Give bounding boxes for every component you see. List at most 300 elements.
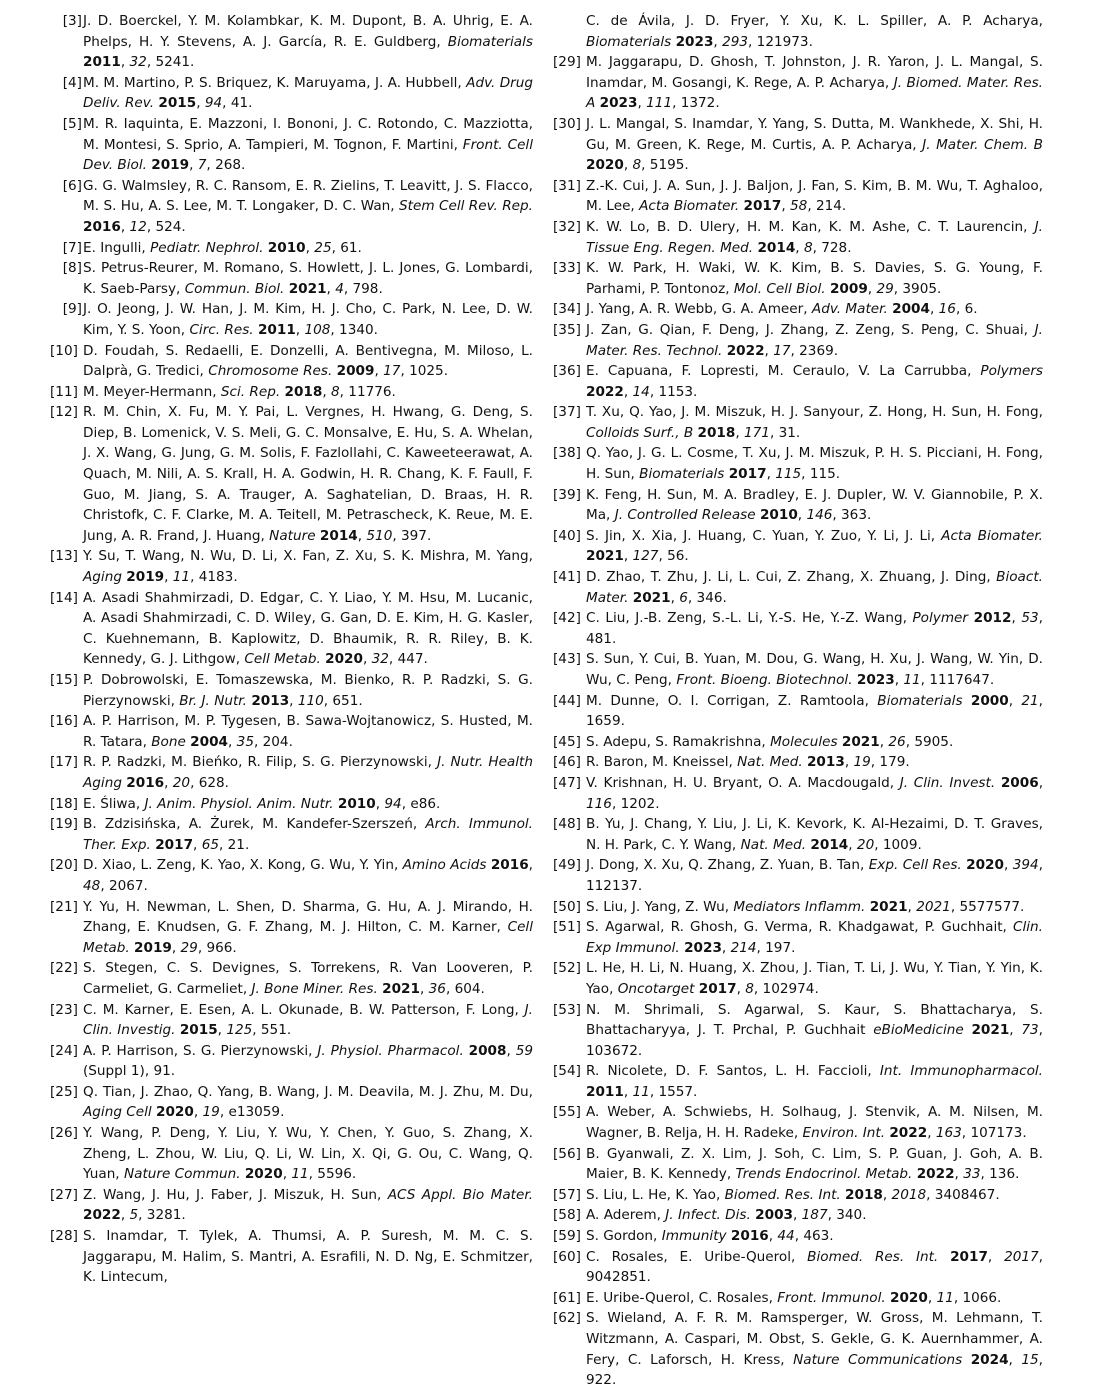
reference-number: [9]	[62, 301, 82, 318]
reference-entry	[58, 238, 533, 259]
reference-rest: , 1557.	[649, 1083, 698, 1100]
reference-volume: 2018	[891, 1186, 927, 1203]
reference-rest: , 463.	[794, 1228, 834, 1245]
reference-year: 2021	[841, 733, 880, 750]
reference-year: 2020	[325, 651, 363, 668]
reference-authors: S. Gordon,	[586, 1228, 662, 1245]
reference-year: 2020	[156, 1104, 194, 1121]
reference-text	[586, 485, 1043, 526]
reference-volume: 11	[903, 672, 921, 688]
reference-entry	[553, 217, 1043, 258]
reference-rest: , 56.	[658, 548, 689, 565]
reference-year: 2022	[889, 1125, 928, 1142]
reference-entry	[553, 691, 1043, 732]
reference-volume: 29	[180, 939, 198, 956]
reference-year: 2013	[806, 754, 845, 771]
reference-authors: Q. Yao, J. G. L. Cosme, T. Xu, J. M. Miszuk, P. H. S. Picciani, H. Fong, H. Sun,	[586, 445, 1043, 483]
reference-year: 2017	[698, 980, 737, 997]
reference-number: [27]	[50, 1186, 78, 1203]
reference-rest: , 5241.	[146, 54, 195, 71]
reference-number: [62]	[553, 1310, 581, 1327]
reference-authors: Q. Tian, J. Zhao, Q. Yang, B. Wang, J. M. Deavila, M. J. Zhu, M. Du,	[83, 1083, 533, 1100]
reference-year: 2014	[810, 836, 849, 853]
reference-text	[83, 897, 533, 959]
reference-year: 2018	[697, 424, 736, 441]
reference-authors: S. Liu, J. Yang, Z. Wu,	[586, 898, 734, 915]
reference-rest: , 112137.	[586, 857, 1043, 894]
reference-volume: 7	[197, 157, 207, 174]
reference-comma: ,	[193, 1104, 203, 1121]
reference-entry	[58, 258, 533, 299]
reference-authors: Y. Su, T. Wang, N. Wu, D. Li, X. Fan, Z. Xu, S. K. Mishra, M. Yang,	[83, 548, 533, 565]
reference-comma: ,	[326, 280, 336, 297]
reference-volume: 5	[129, 1207, 139, 1224]
reference-year: 2021	[869, 898, 908, 915]
reference-entry	[553, 114, 1043, 176]
reference-number: [59]	[553, 1228, 581, 1245]
reference-text	[83, 794, 533, 815]
reference-rest: , 115.	[801, 466, 841, 483]
reference-text	[586, 1226, 1043, 1247]
reference-comma: ,	[1003, 857, 1013, 874]
reference-rest: , 2369.	[790, 342, 839, 359]
reference-volume: 8	[331, 383, 340, 400]
reference-text	[83, 11, 533, 73]
reference-volume: 29	[876, 280, 894, 297]
reference-journal: Colloids Surf., B	[586, 424, 694, 441]
reference-year: 2016	[83, 218, 121, 235]
reference-number: [48]	[553, 816, 581, 833]
reference-number: [5]	[62, 115, 82, 132]
reference-number: [25]	[50, 1083, 78, 1100]
reference-text	[586, 361, 1043, 402]
reference-number: [20]	[50, 857, 78, 874]
reference-comma: ,	[295, 321, 305, 338]
reference-text	[83, 341, 533, 382]
reference-text	[83, 1000, 533, 1041]
reference-text	[586, 320, 1043, 361]
reference-entry	[553, 1205, 1043, 1226]
reference-comma: ,	[164, 774, 173, 791]
reference-comma: ,	[954, 1166, 964, 1183]
reference-number: [7]	[62, 239, 82, 256]
reference-comma: ,	[844, 754, 854, 771]
reference-journal: Polymers	[980, 363, 1043, 380]
reference-journal: J. Anim. Physiol. Anim. Nutr.	[144, 795, 334, 812]
reference-journal: Adv. Mater.	[811, 301, 888, 318]
reference-authors: C. Rosales, E. Uribe-Querol,	[586, 1248, 808, 1265]
reference-volume: 12	[129, 218, 147, 235]
reference-authors: R. Nicolete, D. F. Santos, L. H. Faccioli,	[586, 1063, 880, 1080]
reference-journal: Br. J. Nutr.	[179, 692, 247, 709]
reference-rest: , 397.	[392, 527, 432, 544]
reference-comma: ,	[217, 1022, 227, 1039]
reference-year: 2021	[632, 589, 671, 606]
reference-authors: E. Ingulli,	[83, 239, 151, 256]
reference-rest: , 1117647.	[920, 672, 995, 688]
reference-authors: K. Feng, H. Sun, M. A. Bradley, E. J. Dupler, W. V. Giannobile, P. X. Ma,	[586, 486, 1043, 524]
reference-text	[83, 711, 533, 752]
reference-authors: G. G. Walmsley, R. C. Ransom, E. R. Zielins, T. Leavitt, J. S. Flacco, M. S. Hu, A. S. Lee, M. T. Longaker, D. C. Wan,	[83, 177, 533, 215]
reference-volume: 19	[202, 1104, 220, 1121]
reference-comma: ,	[735, 424, 744, 441]
reference-journal: Circ. Res.	[189, 321, 254, 338]
reference-journal: Nat. Med.	[740, 836, 807, 853]
reference-journal: Arch. Immunol. Ther. Exp.	[83, 816, 533, 853]
reference-journal: Front. Bioeng. Biotechnol.	[676, 672, 853, 688]
reference-text	[586, 917, 1043, 958]
reference-text	[586, 52, 1043, 114]
reference-volume: 59	[515, 1042, 533, 1059]
reference-journal: J. Mater. Res. Technol.	[586, 321, 1043, 359]
reference-volume: 33	[963, 1166, 981, 1183]
reference-rest: , 11776.	[339, 383, 396, 400]
reference-journal: Biomaterials	[586, 33, 672, 50]
reference-journal: Mediators Inflamm.	[733, 898, 866, 915]
reference-year: 2010	[759, 507, 798, 524]
reference-volume: 53	[1021, 610, 1039, 627]
reference-entry	[50, 1226, 533, 1288]
reference-entry	[58, 299, 533, 340]
reference-rest: , 628.	[190, 774, 230, 791]
reference-journal: Exp. Cell Res.	[868, 857, 962, 874]
reference-year: 2020	[966, 857, 1004, 874]
reference-comma: ,	[1011, 610, 1022, 627]
reference-number: [10]	[50, 342, 78, 359]
reference-rest: , e13059.	[219, 1104, 285, 1121]
reference-number: [40]	[553, 527, 581, 544]
reference-year: 2010	[267, 239, 306, 256]
reference-rest: , 3281.	[138, 1207, 186, 1224]
reference-authors: S. Liu, L. He, K. Yao,	[586, 1186, 725, 1203]
reference-authors: Y. Yu, H. Newman, L. Shen, D. Sharma, G. Hu, A. J. Mirando, H. Zhang, E. Knudsen, G. F. Zhang, M. J. Hilton, C. M. Karner,	[83, 898, 533, 936]
reference-text	[586, 567, 1043, 608]
reference-authors: A. P. Harrison, M. P. Tygesen, B. Sawa-Wojtanowicz, S. Husted, M. R. Tatara,	[83, 713, 533, 750]
reference-authors: M. Dunne, O. I. Corrigan, Z. Ramtoola,	[586, 692, 878, 709]
reference-entry	[553, 752, 1043, 773]
reference-comma: ,	[927, 1289, 937, 1306]
reference-entry	[553, 176, 1043, 217]
reference-rest: , 1340.	[330, 321, 378, 338]
reference-text	[586, 1061, 1043, 1102]
reference-number: [49]	[553, 857, 581, 874]
reference-year: 2019	[151, 157, 190, 174]
reference-text	[83, 258, 533, 299]
reference-year: 2019	[126, 569, 165, 586]
reference-volume: 171	[744, 424, 770, 441]
reference-comma: ,	[1038, 774, 1044, 791]
reference-authors: Y. Wang, P. Deng, Y. Liu, Y. Wu, Y. Chen, Y. Guo, S. Zhang, X. Zheng, L. Zhou, W. Liu, Q. Li, W. Lin, X. Qi, G. Ou, C. Wang, Q. Yuan,	[83, 1125, 533, 1183]
reference-journal: Clin. Exp Immunol.	[586, 919, 1043, 956]
reference-journal: Cell Metab.	[244, 651, 321, 668]
reference-journal: Chromosome Res.	[208, 363, 333, 380]
reference-volume: 115	[775, 466, 802, 483]
reference-comma: ,	[196, 95, 205, 112]
reference-comma: ,	[927, 1125, 936, 1142]
reference-comma: ,	[848, 836, 857, 853]
reference-year: 2022	[726, 342, 765, 359]
reference-rest: , 922.	[586, 1351, 1043, 1389]
reference-rest: , 1659.	[586, 692, 1043, 730]
reference-entry	[553, 52, 1043, 114]
reference-year: 2022	[586, 383, 624, 400]
reference-volume: 146	[806, 507, 833, 524]
reference-entry	[50, 382, 533, 403]
reference-comma: ,	[419, 980, 429, 997]
reference-rest: , 3905.	[893, 280, 942, 297]
reference-volume: 510	[366, 527, 393, 544]
reference-volume: 14	[632, 383, 650, 400]
reference-year: 2017	[950, 1248, 988, 1265]
reference-year: 2023	[675, 33, 714, 50]
reference-rest: , 31.	[769, 424, 801, 441]
reference-text	[83, 670, 533, 711]
reference-year: 2015	[158, 95, 197, 112]
reference-number: [22]	[50, 960, 78, 977]
reference-year: 2017	[155, 836, 194, 853]
reference-year: 2021	[288, 280, 327, 297]
reference-entry	[553, 1000, 1043, 1062]
reference-journal: Int. Immunopharmacol.	[879, 1063, 1043, 1080]
reference-year: 2020	[890, 1289, 928, 1306]
reference-comma: ,	[282, 1166, 292, 1183]
reference-year: 2017	[743, 198, 782, 215]
reference-comma: ,	[193, 836, 202, 853]
reference-comma: ,	[120, 54, 130, 71]
reference-year: 2011	[83, 54, 121, 71]
reference-volume: 187	[801, 1207, 828, 1224]
reference-authors: D. Foudah, S. Redaelli, E. Donzelli, A. Bentivegna, M. Miloso, L. Dalprà, G. Tredici,	[83, 342, 533, 380]
reference-number: [14]	[50, 589, 78, 606]
reference-authors: M. Jaggarapu, D. Ghosh, T. Johnston, J. R. Yaron, J. L. Mangal, S. Inamdar, M. Gosangi, K. Rege, A. P. Acharya,	[586, 54, 1043, 91]
reference-text	[586, 691, 1043, 732]
reference-rest: , 5577577.	[950, 898, 1025, 915]
reference-comma: ,	[867, 280, 877, 297]
reference-text	[83, 752, 533, 793]
reference-journal: Cell Metab.	[83, 919, 533, 956]
references-column-left	[50, 11, 534, 1288]
reference-year: 2017	[728, 466, 767, 483]
reference-text	[83, 1123, 533, 1185]
reference-authors: C. Liu, J.-B. Zeng, S.-L. Li, Y.-S. He, Y.-Z. Wang,	[586, 610, 913, 627]
reference-entry	[553, 773, 1044, 814]
reference-comma: ,	[764, 342, 774, 359]
reference-number: [32]	[553, 218, 581, 235]
reference-entry	[553, 567, 1043, 608]
reference-authors: E. Capuana, F. Lopresti, M. Ceraulo, V. La Carrubba,	[586, 363, 981, 380]
reference-authors: Z.-K. Cui, J. A. Sun, J. J. Baljon, J. Fan, S. Kim, B. M. Wu, T. Aghaloo, M. Lee,	[586, 177, 1043, 215]
reference-entry	[50, 1082, 533, 1123]
reference-journal: ACS Appl. Bio Mater.	[387, 1186, 534, 1203]
reference-text	[586, 1205, 1043, 1226]
reference-year: 2022	[916, 1166, 955, 1183]
reference-volume: 65	[201, 836, 219, 853]
reference-text	[83, 958, 533, 999]
reference-entry	[50, 402, 533, 546]
reference-year: 2011	[586, 1083, 624, 1100]
reference-rest: , 103672.	[586, 1022, 1043, 1059]
reference-authors: S. Petrus-Reurer, M. Romano, S. Howlett, J. L. Jones, G. Lombardi, K. Saeb-Parsy,	[83, 260, 533, 297]
reference-rest: , 651.	[323, 692, 363, 709]
reference-journal: Biomaterials	[639, 466, 725, 483]
reference-entry	[58, 176, 533, 238]
reference-rest: , 9042851.	[586, 1248, 1043, 1286]
reference-number: [23]	[50, 1001, 78, 1018]
reference-rest: , 5596.	[308, 1166, 357, 1183]
reference-number: [26]	[50, 1125, 78, 1142]
reference-authors: C. de Ávila, J. D. Fryer, Y. Xu, K. L. Spiller, A. P. Acharya,	[586, 13, 1043, 29]
reference-comma: ,	[528, 857, 533, 874]
reference-authors: S. Stegen, C. S. Devignes, S. Torrekens, R. Van Looveren, P. Carmeliet, G. Carmeliet,	[83, 960, 533, 997]
reference-comma: ,	[882, 1186, 892, 1203]
reference-number: [3]	[62, 13, 82, 29]
reference-comma: ,	[1009, 1022, 1022, 1039]
reference-entry	[50, 1123, 533, 1185]
reference-comma: ,	[357, 527, 367, 544]
reference-comma: ,	[374, 363, 384, 380]
reference-year: 2000	[970, 692, 1009, 709]
reference-rest: , 340.	[827, 1207, 867, 1224]
reference-entry	[553, 814, 1043, 855]
reference-number: [33]	[553, 260, 581, 277]
reference-volume: 11	[172, 569, 191, 586]
reference-volume: 4	[335, 280, 344, 297]
reference-volume: 20	[856, 836, 875, 853]
reference-volume: 17	[383, 363, 401, 380]
reference-rest: , 121973.	[748, 33, 813, 50]
reference-volume: 36	[428, 980, 446, 997]
reference-authors: A. Aderem,	[586, 1207, 666, 1224]
reference-authors: D. Xiao, L. Zeng, K. Yao, X. Kong, G. Wu, Y. Yin,	[83, 857, 403, 874]
reference-volume: 19	[853, 754, 871, 771]
reference-number: [61]	[553, 1289, 581, 1306]
reference-entry	[553, 1144, 1043, 1185]
reference-entry	[553, 608, 1043, 649]
reference-number: [50]	[553, 898, 581, 915]
reference-number: [56]	[553, 1145, 581, 1162]
reference-comma: ,	[289, 692, 298, 709]
reference-journal: Bone	[151, 733, 186, 750]
reference-journal: Amino Acids	[402, 857, 487, 874]
reference-number: [58]	[553, 1207, 581, 1224]
reference-authors: M. Meyer-Hermann,	[83, 383, 221, 400]
reference-authors: J. Dong, X. Xu, Q. Zhang, Z. Yuan, B. Tan,	[586, 857, 869, 874]
reference-number: [18]	[50, 795, 78, 812]
reference-text	[586, 258, 1043, 299]
reference-rest: , 363.	[832, 507, 872, 524]
reference-volume: 16	[938, 301, 956, 318]
reference-rest: , 481.	[586, 610, 1043, 647]
reference-rest: , 1153.	[649, 383, 698, 400]
reference-volume: 58	[790, 198, 808, 215]
reference-comma: ,	[322, 383, 331, 400]
reference-authors: J. Zan, G. Qian, F. Deng, J. Zhang, Z. Zeng, S. Peng, C. Shuai,	[586, 321, 1035, 338]
reference-rest: , 551.	[252, 1022, 292, 1039]
reference-journal: J. Mater. Chem. B	[922, 136, 1043, 153]
reference-year: 2006	[1000, 774, 1039, 791]
reference-text	[83, 814, 533, 855]
reference-number: [54]	[553, 1063, 581, 1080]
reference-volume: 125	[226, 1022, 253, 1039]
reference-entry	[553, 917, 1043, 958]
reference-authors: Z. Wang, J. Hu, J. Faber, J. Miszuk, H. Sun,	[83, 1186, 388, 1203]
reference-journal: Aging Cell	[83, 1104, 152, 1121]
reference-volume: 2021	[916, 898, 951, 915]
reference-authors: M. M. Martino, P. S. Briquez, K. Maruyama, J. A. Hubbell,	[83, 74, 467, 91]
reference-journal: Front. Cell Dev. Biol.	[83, 136, 533, 174]
reference-journal: Stem Cell Rev. Rep.	[399, 198, 533, 215]
reference-authors: T. Xu, Q. Yao, J. M. Miszuk, H. J. Sanyour, Z. Hong, H. Sun, H. Fong,	[586, 404, 1043, 421]
reference-comma: ,	[907, 898, 917, 915]
references-column-right	[553, 11, 1044, 1391]
reference-comma: ,	[637, 95, 647, 112]
reference-year: 2012	[973, 610, 1012, 627]
reference-year: 2009	[336, 363, 375, 380]
reference-volume: 394	[1012, 857, 1039, 874]
reference-journal: J. Clin. Invest.	[899, 774, 996, 791]
reference-entry	[553, 1288, 1043, 1309]
reference-entry	[553, 1226, 1043, 1247]
reference-authors: J. D. Boerckel, Y. M. Kolambkar, K. M. Dupont, B. A. Uhrig, E. A. Phelps, H. Y. Stevens, A. J. García, R. E. Guldberg,	[83, 13, 533, 50]
reference-entry	[553, 526, 1043, 567]
reference-entry	[553, 958, 1043, 999]
reference-journal: Biomaterials	[877, 692, 963, 709]
reference-rest: (Suppl 1), 91.	[83, 1063, 176, 1080]
reference-number: [46]	[553, 754, 581, 771]
reference-rest: , 41.	[222, 95, 253, 112]
reference-year: 2020	[586, 157, 624, 174]
reference-entry	[553, 1102, 1043, 1143]
reference-journal: Sci. Rep.	[220, 383, 281, 400]
reference-journal: Mol. Cell Biol.	[733, 280, 826, 297]
reference-volume: 214	[730, 939, 757, 956]
reference-journal: Nature	[269, 527, 316, 544]
reference-rest: , 268.	[206, 157, 246, 174]
reference-year: 2016	[126, 774, 165, 791]
reference-year: 2020	[244, 1166, 283, 1183]
reference-journal: Environ. Int.	[802, 1125, 886, 1142]
reference-text	[586, 217, 1043, 258]
reference-text	[586, 1185, 1043, 1206]
reference-rest: , 728.	[812, 239, 852, 256]
reference-comma: ,	[1008, 1351, 1022, 1368]
reference-comma: ,	[305, 239, 315, 256]
reference-entry	[50, 341, 533, 382]
reference-journal: J. Controlled Release	[614, 507, 756, 524]
reference-text	[586, 1144, 1043, 1185]
reference-comma: ,	[987, 1248, 1005, 1265]
reference-rest: , 6.	[955, 301, 978, 318]
reference-entry	[50, 588, 533, 670]
reference-comma: ,	[721, 939, 731, 956]
reference-comma: ,	[189, 157, 198, 174]
reference-text	[586, 443, 1043, 484]
reference-journal: Front. Immunol.	[777, 1289, 886, 1306]
reference-journal: Pediatr. Nephrol.	[150, 239, 264, 256]
reference-authors: J. O. Jeong, J. W. Han, J. M. Kim, H. J. Cho, C. Park, N. Lee, D. W. Kim, Y. S. Yoon,	[83, 301, 533, 338]
reference-journal: J. Bone Miner. Res.	[251, 980, 378, 997]
reference-authors: J. L. Mangal, S. Inamdar, Y. Yang, S. Dutta, M. Wankhede, X. Shi, H. Gu, M. Green, K. Rege, M. Curtis, A. P. Acharya,	[586, 115, 1043, 153]
reference-text	[83, 1041, 533, 1082]
reference-year: 2003	[755, 1207, 793, 1224]
reference-volume: 8	[632, 157, 642, 174]
reference-text	[586, 649, 1043, 690]
reference-volume: 116	[586, 795, 612, 812]
reference-comma: ,	[623, 383, 633, 400]
reference-comma: ,	[797, 507, 807, 524]
reference-number: [42]	[553, 610, 581, 627]
reference-entry	[553, 649, 1043, 690]
